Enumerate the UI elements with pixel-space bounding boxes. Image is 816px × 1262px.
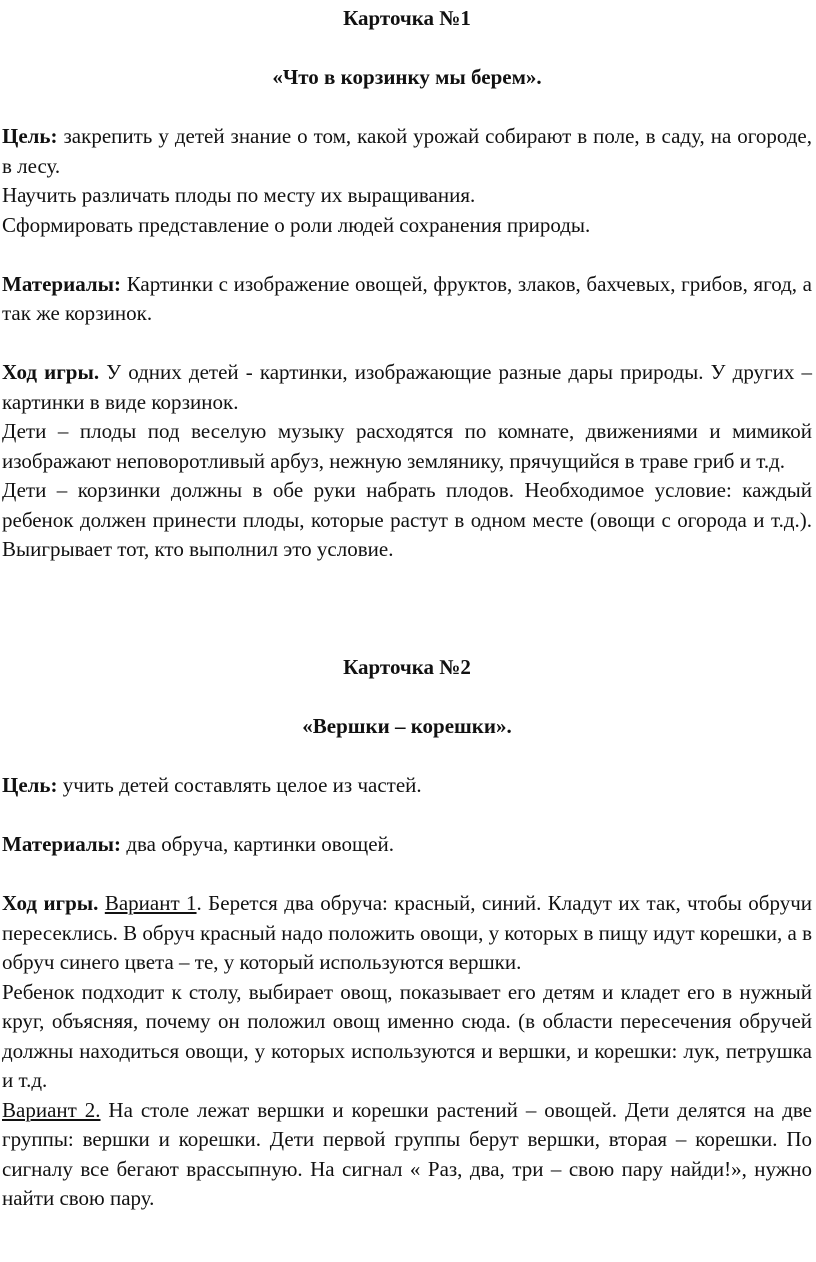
card2-variant2-label: Вариант 2. — [2, 1097, 101, 1122]
card2-game — [2, 889, 812, 978]
card2-game-label: Ход игры. — [2, 891, 99, 915]
card1-game-p2: Дети – плоды под веселую музыку расходятся по комнате, движениями и мимикой изображают неповоротливый арбуз, нежную землянику, прячущийся в траве гриб и т.д. — [2, 419, 812, 473]
card1-game-label: Ход игры. — [2, 360, 100, 384]
card2-variant1-text: . Берется два обруча: красный, синий. Кладут их так, чтобы обручи пересеклись. В обруч красный надо положить овощи, у которых в пищу идут корешки, а в обруч синего цвета – те, у который используются вершки. — [2, 891, 812, 974]
card2-materials-text: два обруча, картинки овощей. — [121, 832, 395, 856]
card1-goal-line3: Сформировать представление о роли людей сохранения природы. — [2, 212, 591, 237]
card2-subtitle: «Вершки – корешки». — [302, 714, 512, 738]
card1-game-text: У одних детей - картинки, изображающие разные дары природы. У других – картинки в виде корзинок. — [2, 360, 813, 414]
card1-goal-line2: Научить различать плоды по месту их выращивания. — [2, 183, 476, 207]
card2-game-p2: Ребенок подходит к столу, выбирает овощ, показывает его детям и кладет его в нужный круг, объясняя, почему он положил овощ именно сюда. (в области пересечения обручей должны находиться овощи, у которых используются и вершки, и корешки: лук, петрушка и т.д. — [2, 979, 812, 1092]
card1-materials-label: Материалы: — [2, 271, 122, 296]
card2-materials-label: Материалы: — [2, 832, 122, 856]
card2-goal — [2, 771, 812, 801]
card1-materials-text: Картинки с изображение овощей, фруктов, злаков, бахчевых, грибов, ягод, а так же корзинок. — [2, 271, 812, 325]
card2-variant2-text: На столе лежат вершки и корешки растений – овощей. Дети делятся на две группы: вершки и корешки. Дети первой группы берут вершки, вторая – корешки. По сигналу все бегают врассыпную. На сигнал « Раз, два, три – свою пару найди!», нужно найти свою пару. — [2, 1097, 812, 1210]
card2-goal-label: Цель: — [2, 773, 58, 797]
card1-game — [2, 358, 812, 417]
card2-goal-text: учить детей составлять целое из частей. — [57, 773, 422, 797]
card1-game-p3: Дети – корзинки должны в обе руки набрать плодов. Необходимое условие: каждый ребенок должен принести плоды, которые растут в одном месте (овощи с огорода и т.д.). Выигрывает тот, кто выполнил это условие. — [2, 478, 812, 561]
card2-variant1-label: Вариант 1 — [104, 891, 197, 915]
card1-goal-text: закрепить у детей знание о том, какой урожай собирают в поле, в саду, на огороде, в лесу. — [2, 124, 812, 178]
card2-variant2 — [2, 1096, 812, 1214]
card1-title: Карточка №1 — [343, 6, 471, 30]
card1-goal — [2, 122, 812, 181]
card2-materials — [2, 830, 812, 860]
card2-title: Карточка №2 — [343, 655, 471, 679]
card1-goal-label: Цель: — [2, 124, 58, 148]
card1-materials — [2, 270, 812, 329]
card1-subtitle: «Что в корзинку мы берем». — [272, 65, 542, 89]
